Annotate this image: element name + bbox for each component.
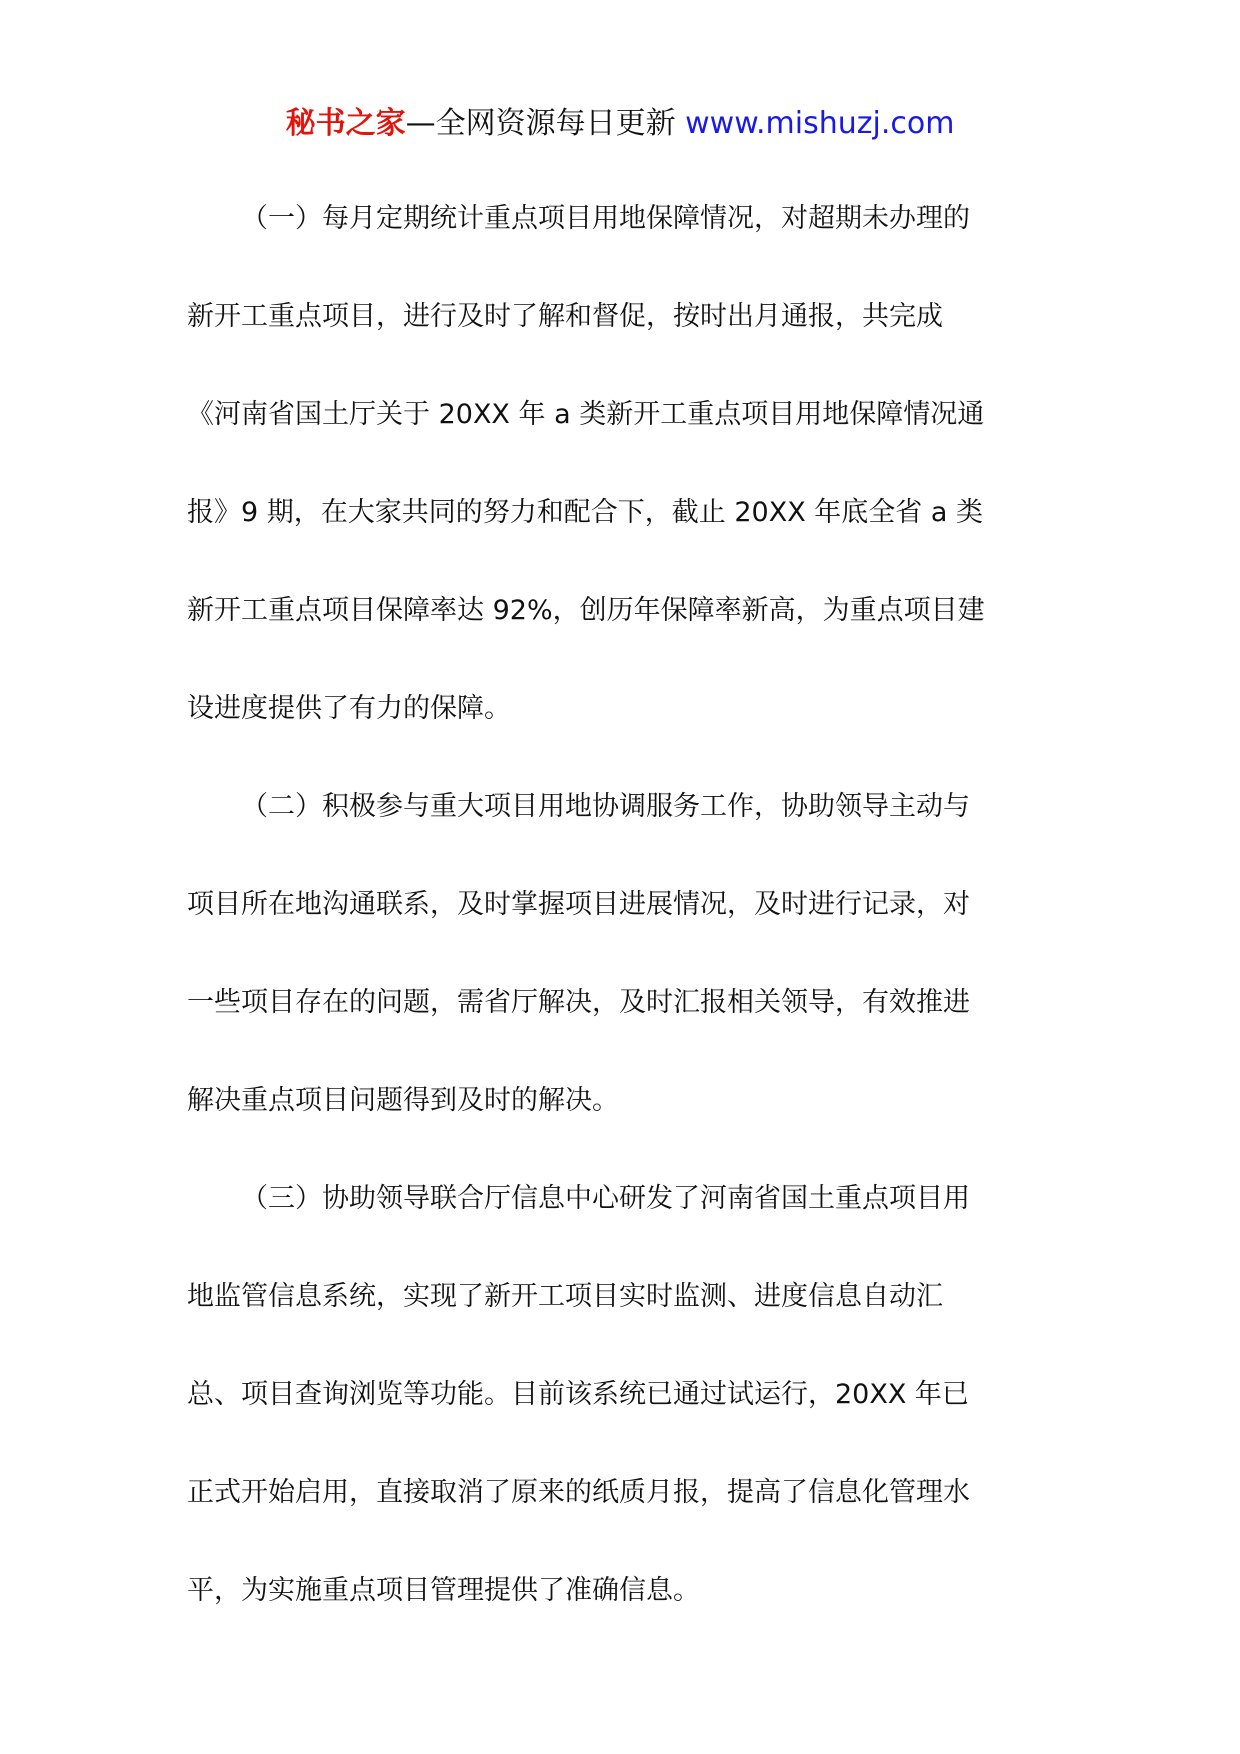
document-body: [187, 170, 1057, 1640]
header-brand: 秘书之家: [285, 106, 406, 141]
paragraph-line: 解决重点项目问题得到及时的解决。: [187, 1085, 619, 1116]
paragraph-2: [187, 758, 1057, 1150]
paragraph-line: 设进度提供了有力的保障。: [187, 693, 511, 724]
paragraph-line: 报》9 期，在大家共同的努力和配合下，截止 20XX 年底全省 a 类: [187, 497, 983, 528]
paragraph-line: （三）协助领导联合厅信息中心研发了河南省国土重点项目用: [241, 1183, 970, 1214]
paragraph-line: （二）积极参与重大项目用地协调服务工作，协助领导主动与: [241, 791, 970, 822]
paragraph-line: 地监管信息系统，实现了新开工项目实时监测、进度信息自动汇: [187, 1281, 943, 1312]
header-url-link[interactable]: www.mishuzj.com: [685, 106, 955, 141]
paragraph-line: 一些项目存在的问题，需省厅解决，及时汇报相关领导，有效推进: [187, 987, 970, 1018]
paragraph-line: 项目所在地沟通联系，及时掌握项目进展情况，及时进行记录，对: [187, 889, 970, 920]
paragraph-1: [187, 170, 1057, 758]
header-tagline: —全网资源每日更新: [405, 106, 686, 141]
paragraph-line: 平，为实施重点项目管理提供了准确信息。: [187, 1575, 700, 1606]
paragraph-3: [187, 1150, 1057, 1640]
paragraph-line: 新开工重点项目，进行及时了解和督促，按时出月通报，共完成: [187, 301, 943, 332]
paragraph-line: 新开工重点项目保障率达 92%，创历年保障率新高，为重点项目建: [187, 595, 985, 626]
paragraph-line: 《河南省国土厅关于 20XX 年 a 类新开工重点项目用地保障情况通: [187, 399, 985, 430]
paragraph-line: 正式开始启用，直接取消了原来的纸质月报，提高了信息化管理水: [187, 1477, 970, 1508]
paragraph-line: 总、项目查询浏览等功能。目前该系统已通过试运行，20XX 年已: [187, 1379, 969, 1410]
paragraph-line: （一）每月定期统计重点项目用地保障情况，对超期未办理的: [241, 203, 970, 234]
page-header: [0, 104, 1240, 144]
